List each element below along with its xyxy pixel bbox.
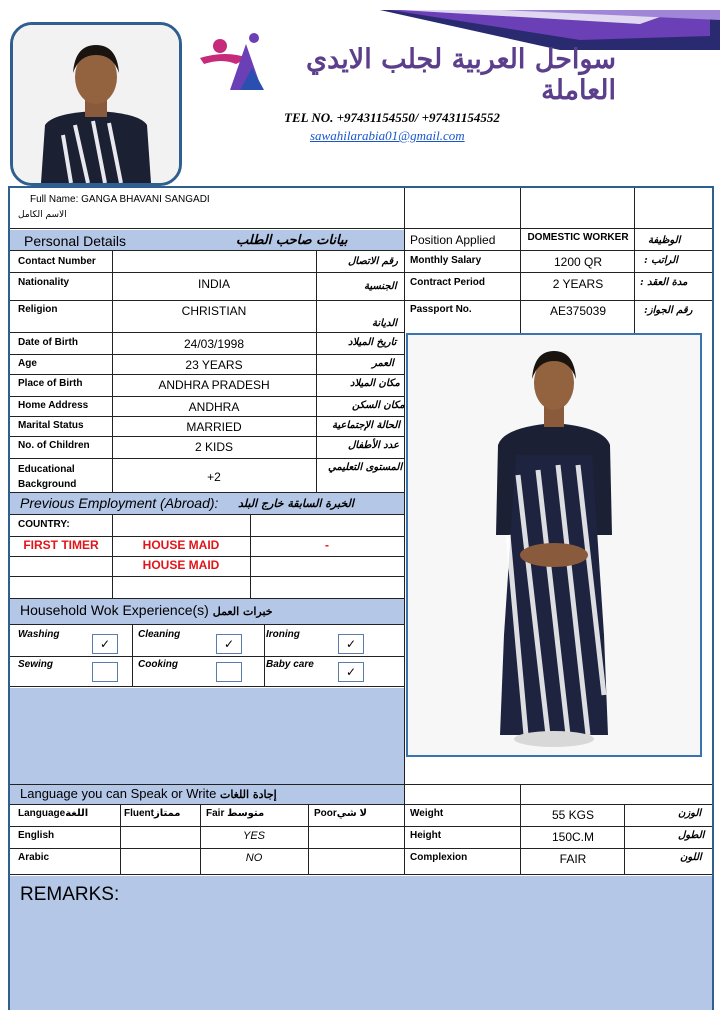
contract-period-label: Contract Period	[410, 277, 486, 288]
lang-header-fair: Fair متوسط	[206, 808, 265, 819]
marital-status-label-ar: الحالة الإجتماعية	[332, 420, 401, 431]
children-label-ar: عدد الأطفال	[348, 440, 399, 451]
position-applied-label-ar: الوظيفة	[648, 235, 681, 246]
complexion-label: Complexion	[410, 852, 468, 863]
date-of-birth-label: Date of Birth	[18, 337, 78, 348]
previous-employment-title-ar: الخبرة السابقة خارج البلد	[238, 497, 354, 510]
full-name-row	[30, 194, 210, 205]
full-name-label-ar: الاسم الكامل	[18, 210, 67, 220]
marital-status-label: Marital Status	[18, 420, 84, 431]
place-of-birth-label-ar: مكان الميلاد	[350, 378, 400, 389]
skill-ironing-checkbox[interactable]: ✓	[338, 634, 364, 654]
age-label-ar: العمر	[372, 358, 394, 369]
education-label-line2: Background	[18, 479, 77, 490]
skill-cooking-label: Cooking	[138, 659, 178, 670]
full-name-label: Full Name:	[30, 194, 79, 205]
personal-details-title: Personal Details	[24, 233, 126, 249]
candidate-photo-small	[10, 22, 182, 186]
skill-cleaning-checkbox[interactable]: ✓	[216, 634, 242, 654]
skill-baby-care-checkbox[interactable]: ✓	[338, 662, 364, 682]
education-label-line1: Educational	[18, 464, 75, 475]
home-address-label: Home Address	[18, 400, 89, 411]
passport-label: Passport No.	[410, 304, 472, 315]
lang-arabic-fair: NO	[245, 852, 263, 864]
previous-row1-country: FIRST TIMER	[23, 538, 99, 552]
date-of-birth-value: 24/03/1998	[183, 337, 245, 351]
full-name-value: GANGA BHAVANI SANGADI	[81, 194, 210, 205]
complexion-label-ar: اللون	[680, 852, 702, 863]
age-label: Age	[18, 358, 37, 369]
height-label-ar: الطول	[678, 830, 705, 841]
household-title-en: Household Wok Experience(s)	[20, 602, 209, 618]
place-of-birth-value: ANDHRA PRADESH	[158, 378, 270, 392]
previous-row1-position: HOUSE MAID	[142, 538, 220, 552]
skill-washing-label: Washing	[18, 629, 60, 640]
children-value: 2 KIDS	[194, 440, 233, 454]
household-title-ar: خبرات العمل	[212, 605, 273, 618]
weight-label: Weight	[410, 808, 444, 819]
skill-cooking-checkbox[interactable]	[216, 662, 242, 682]
previous-row2-position: HOUSE MAID	[142, 558, 220, 572]
skill-cleaning-label: Cleaning	[138, 629, 181, 640]
contract-period-label-ar: مدة العقد :	[640, 277, 688, 288]
household-empty-area	[10, 688, 404, 784]
agency-logo-icon	[196, 28, 276, 100]
lang-header-fluent: Fluentممتاز	[124, 808, 181, 819]
age-value: 23 YEARS	[185, 358, 243, 372]
nationality-label: Nationality	[18, 277, 70, 288]
skill-baby-care-label: Baby care	[266, 659, 314, 670]
lang-english-fair: YES	[242, 830, 265, 842]
education-value: +2	[207, 470, 221, 484]
height-label: Height	[410, 830, 442, 841]
personal-details-title-ar: بيانات صاحب الطلب	[236, 233, 348, 248]
agency-name: سواحل العربية لجلب الايدي العاملة	[305, 44, 616, 106]
education-label-ar: المستوى التعليمي	[328, 462, 403, 473]
skill-washing-checkbox[interactable]: ✓	[92, 634, 118, 654]
household-title	[20, 602, 273, 618]
place-of-birth-label: Place of Birth	[18, 378, 83, 389]
skill-sewing-label: Sewing	[18, 659, 54, 670]
lang-header-language: Languageاللغة	[18, 808, 89, 819]
language-title-en: Language you can Speak or Write	[20, 786, 217, 801]
religion-label: Religion	[18, 304, 58, 315]
monthly-salary-label-ar: الراتب :	[644, 255, 678, 266]
religion-label-ar: الديانة	[372, 318, 398, 329]
skill-ironing-label: Ironing	[266, 629, 300, 640]
previous-row1-period: -	[325, 538, 329, 552]
position-applied-value: DOMESTIC WORKER	[527, 232, 629, 243]
lang-header-poor: Poorلا شي	[314, 808, 367, 819]
religion-value: CHRISTIAN	[181, 304, 247, 318]
date-of-birth-label-ar: تاريخ الميلاد	[348, 337, 397, 348]
nationality-label-ar: الجنسية	[364, 281, 397, 292]
previous-employment-title: Previous Employment (Abroad):	[20, 495, 219, 511]
nationality-value: INDIA	[197, 277, 230, 291]
agency-email-link[interactable]: sawahilarabia01@gmail.com	[310, 128, 465, 143]
lang-arabic-name: Arabic	[18, 852, 50, 863]
monthly-salary-label: Monthly Salary	[410, 255, 482, 266]
language-title-ar: إجادة اللغات	[219, 788, 277, 801]
education-label	[18, 462, 76, 492]
passport-label-ar: رقم الجواز:	[644, 305, 693, 316]
monthly-salary-value: 1200 QR	[553, 255, 603, 269]
contact-number-label-ar: رقم الاتصال	[348, 256, 398, 267]
home-address-label-ar: مكان السكن	[352, 400, 405, 411]
passport-value: AE375039	[549, 304, 607, 318]
contact-number-label: Contact Number	[18, 256, 96, 267]
complexion-value: FAIR	[559, 852, 587, 866]
weight-value: 55 KGS	[551, 808, 595, 822]
remarks-label: REMARKS:	[20, 884, 120, 905]
lang-english-name: English	[18, 830, 55, 841]
contract-period-value: 2 YEARS	[552, 277, 604, 291]
height-value: 150C.M	[551, 830, 595, 844]
children-label: No. of Children	[18, 440, 90, 451]
position-applied-label: Position Applied	[410, 233, 496, 247]
candidate-photo-full	[406, 333, 702, 757]
skill-sewing-checkbox[interactable]	[92, 662, 118, 682]
agency-telephone: TEL NO. +97431154550/ +97431154552	[284, 110, 500, 125]
home-address-value: ANDHRA	[188, 400, 240, 414]
weight-label-ar: الوزن	[678, 808, 702, 819]
marital-status-value: MARRIED	[186, 420, 242, 434]
country-label: COUNTRY:	[18, 519, 70, 530]
language-title	[20, 786, 277, 801]
